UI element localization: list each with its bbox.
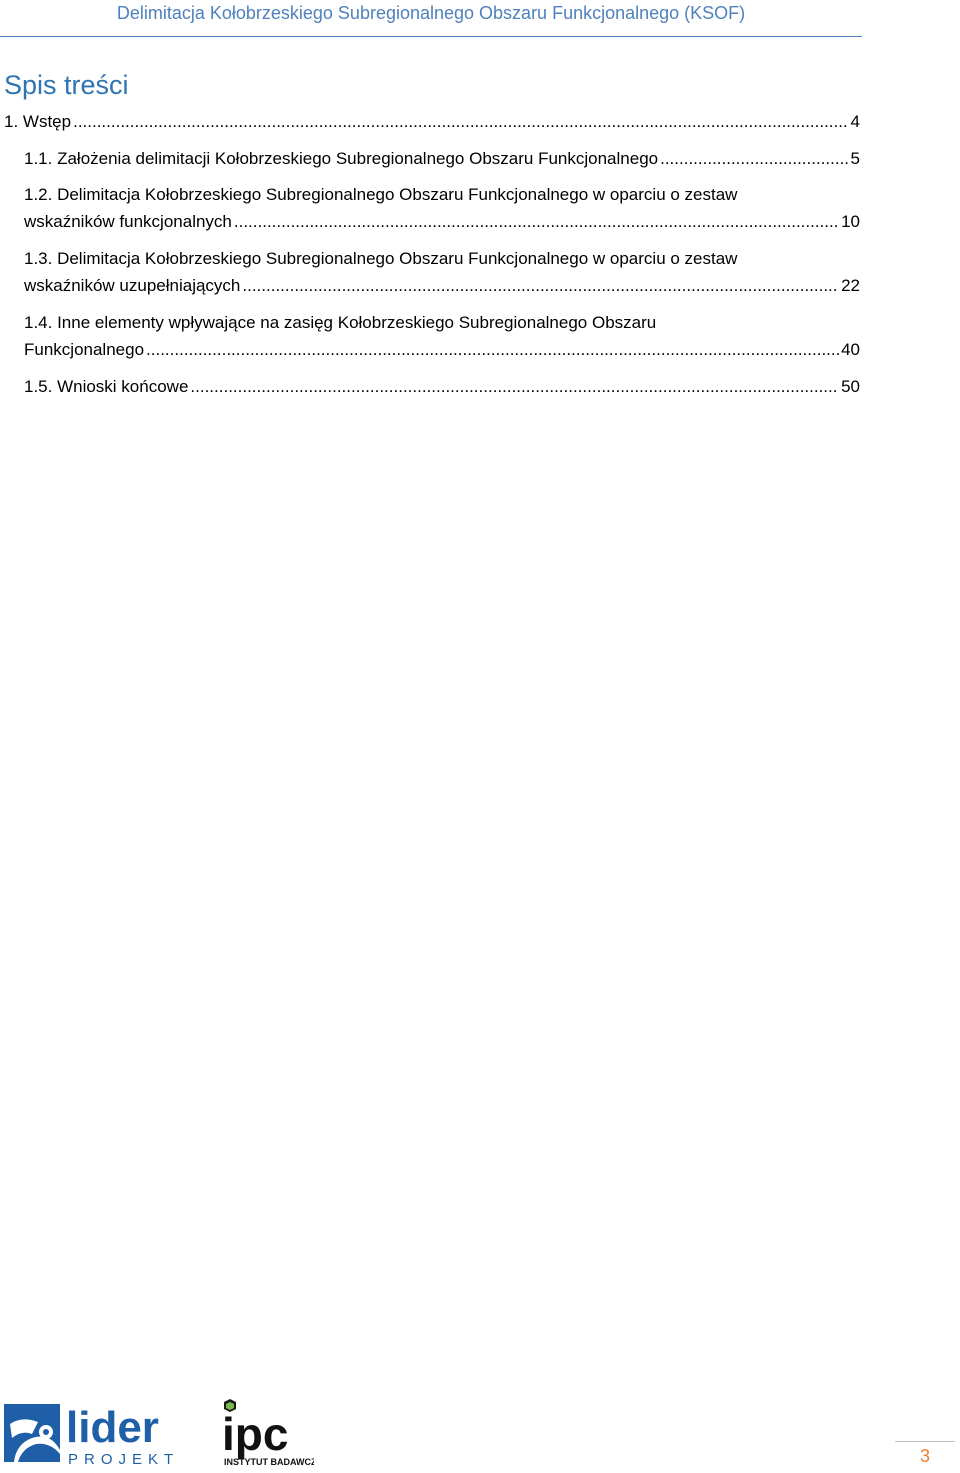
toc-dot-leader	[190, 373, 839, 400]
toc-entry-title-line-2: wskaźników uzupełniających	[24, 276, 241, 295]
svg-text:PROJEKT: PROJEKT	[68, 1451, 180, 1468]
toc-page-number: 50	[841, 377, 860, 396]
toc-page-number: 22	[841, 276, 860, 295]
toc-entry-title: 1. Wstęp	[4, 112, 72, 131]
toc-entry[interactable]	[24, 181, 860, 235]
toc-dot-leader	[660, 145, 848, 172]
toc-page-number: 40	[841, 340, 860, 359]
page-number: 3	[919, 1446, 930, 1466]
toc-entry-title: 1.5. Wnioski końcowe	[24, 377, 189, 396]
toc-page-number: 4	[850, 112, 860, 131]
svg-text:lider: lider	[66, 1403, 159, 1452]
toc-entry-title: 1.1. Założenia delimitacji Kołobrzeskiego Subregionalnego Obszaru Funkcjonalnego	[24, 149, 659, 168]
ipc-logo	[222, 1399, 314, 1467]
toc-entry[interactable]	[24, 245, 860, 299]
toc-entry[interactable]	[24, 373, 860, 400]
toc-entry[interactable]	[4, 108, 860, 135]
toc-entry-title-line-1: 1.3. Delimitacja Kołobrzeskiego Subregionalnego Obszaru Funkcjonalnego w oparciu o zestaw	[24, 249, 738, 268]
toc-dot-leader	[234, 208, 839, 235]
toc-heading: Spis treści	[4, 70, 129, 100]
toc-dot-leader	[242, 272, 839, 299]
lider-projekt-logo	[4, 1403, 179, 1468]
toc-entry-title-line-1: 1.2. Delimitacja Kołobrzeskiego Subregionalnego Obszaru Funkcjonalnego w oparciu o zestaw	[24, 185, 738, 204]
footer-divider	[895, 1441, 955, 1442]
toc-dot-leader	[146, 336, 839, 363]
svg-text:INSTYTUT BADAWCZY: INSTYTUT BADAWCZY	[224, 1457, 314, 1467]
svg-text:ipc: ipc	[222, 1408, 289, 1460]
partner-logos	[4, 1398, 314, 1468]
toc-page-number: 10	[841, 212, 860, 231]
toc-entry[interactable]	[24, 145, 860, 172]
footer-logos	[4, 1398, 314, 1468]
toc-entry-title-line-2: wskaźników funkcjonalnych	[24, 212, 232, 231]
header-title: Delimitacja Kołobrzeskiego Subregionalnego Obszaru Funkcjonalnego (KSOF)	[116, 3, 746, 23]
toc-entry-title-line-1: 1.4. Inne elementy wpływające na zasięg Kołobrzeskiego Subregionalnego Obszaru	[24, 313, 657, 332]
toc-entry[interactable]	[24, 309, 860, 363]
toc-entry-title-line-2: Funkcjonalnego	[24, 340, 145, 359]
toc-dot-leader	[73, 108, 848, 135]
page-header	[0, 0, 862, 37]
toc-page-number: 5	[850, 149, 860, 168]
